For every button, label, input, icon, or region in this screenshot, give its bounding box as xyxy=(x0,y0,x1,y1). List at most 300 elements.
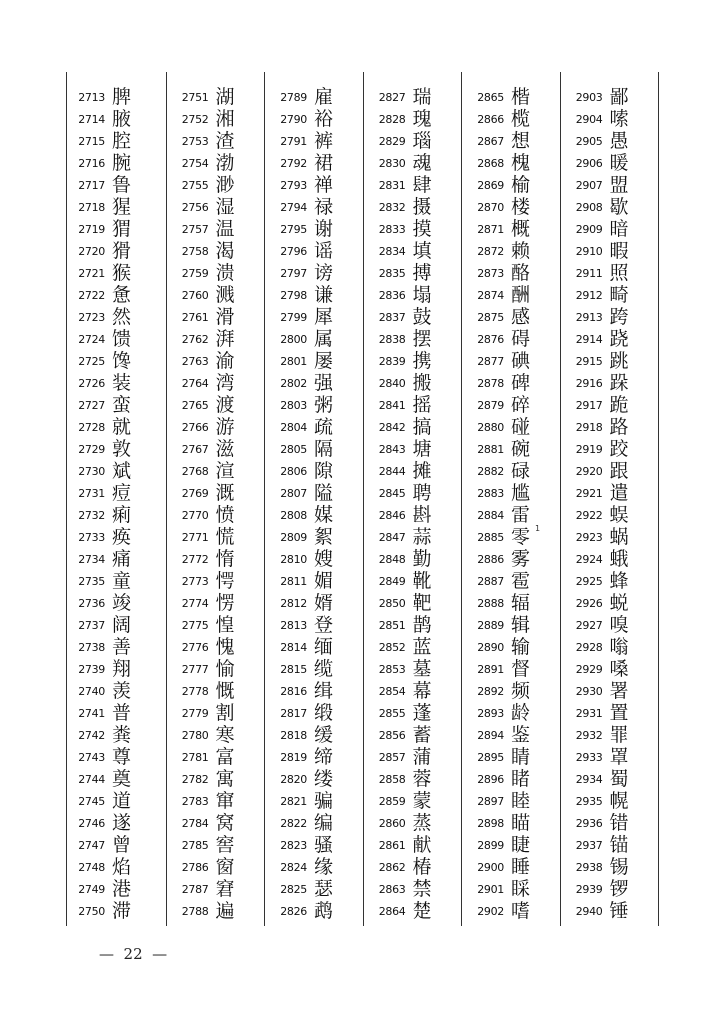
entry-number: 2748 xyxy=(78,860,105,874)
table-row xyxy=(364,86,462,108)
entry-number: 2884 xyxy=(477,508,504,522)
entry-character: 摆 xyxy=(412,328,432,350)
table-row xyxy=(364,834,462,856)
entry-number: 2721 xyxy=(78,266,105,280)
entry-number: 2926 xyxy=(575,596,603,610)
entry-number: 2803 xyxy=(280,398,307,412)
table-row xyxy=(364,306,462,328)
table-row xyxy=(462,658,560,680)
table-row xyxy=(167,592,265,614)
entry-number: 2789 xyxy=(280,90,307,104)
entry-character: 碰 xyxy=(511,416,531,438)
entry-number: 2870 xyxy=(477,200,504,214)
entry-number: 2738 xyxy=(78,640,105,654)
entry-character: 愣 xyxy=(215,592,235,614)
entry-character: 粥 xyxy=(314,394,334,416)
entry-character: 愤 xyxy=(215,504,235,526)
table-row xyxy=(462,526,560,548)
table-row xyxy=(167,834,265,856)
entry-character: 就 xyxy=(112,416,132,438)
entry-number: 2773 xyxy=(181,574,209,588)
entry-character: 湃 xyxy=(215,328,235,350)
table-row xyxy=(265,724,363,746)
entry-number: 2775 xyxy=(181,618,209,632)
entry-character: 睹 xyxy=(511,768,531,790)
entry-number: 2765 xyxy=(181,398,209,412)
entry-character: 摸 xyxy=(412,218,432,240)
entry-number: 2839 xyxy=(378,354,406,368)
entry-number: 2869 xyxy=(477,178,504,192)
entry-number: 2857 xyxy=(378,750,406,764)
entry-number: 2759 xyxy=(181,266,209,280)
table-row xyxy=(265,372,363,394)
entry-number: 2744 xyxy=(78,772,105,786)
entry-number: 2732 xyxy=(78,508,105,522)
entry-number: 2890 xyxy=(477,640,504,654)
table-column-4 xyxy=(363,72,462,926)
entry-number: 2758 xyxy=(181,244,209,258)
table-row xyxy=(265,174,363,196)
entry-character: 窗 xyxy=(215,856,235,878)
entry-number: 2727 xyxy=(78,398,105,412)
table-row xyxy=(167,636,265,658)
entry-number: 2853 xyxy=(378,662,406,676)
table-row xyxy=(364,856,462,878)
entry-number: 2768 xyxy=(181,464,209,478)
entry-number: 2894 xyxy=(477,728,504,742)
table-row xyxy=(364,658,462,680)
entry-number: 2914 xyxy=(575,332,603,346)
entry-number: 2922 xyxy=(575,508,603,522)
table-row xyxy=(561,900,659,922)
table-row xyxy=(462,592,560,614)
table-row xyxy=(265,460,363,482)
table-row xyxy=(462,702,560,724)
entry-number: 2821 xyxy=(280,794,307,808)
entry-number: 2750 xyxy=(78,904,105,918)
entry-character: 幌 xyxy=(609,790,629,812)
entry-character: 疏 xyxy=(314,416,334,438)
entry-number: 2824 xyxy=(280,860,307,874)
table-row xyxy=(67,218,166,240)
entry-character: 湘 xyxy=(215,108,235,130)
entry-number: 2874 xyxy=(477,288,504,302)
table-row xyxy=(462,284,560,306)
entry-number: 2810 xyxy=(280,552,307,566)
entry-character: 遂 xyxy=(112,812,132,834)
entry-character: 蛮 xyxy=(112,394,132,416)
entry-character: 脾 xyxy=(112,86,132,108)
entry-character: 睡 xyxy=(511,856,531,878)
entry-character: 禁 xyxy=(412,878,432,900)
table-row xyxy=(561,526,659,548)
entry-number: 2813 xyxy=(280,618,307,632)
entry-character: 椿 xyxy=(412,856,432,878)
entry-number: 2764 xyxy=(181,376,209,390)
entry-number: 2762 xyxy=(181,332,209,346)
entry-number: 2825 xyxy=(280,882,307,896)
entry-number: 2920 xyxy=(575,464,603,478)
entry-character: 尴 xyxy=(511,482,531,504)
entry-character: 靶 xyxy=(412,592,432,614)
table-row xyxy=(561,328,659,350)
table-row xyxy=(462,416,560,438)
entry-number: 2799 xyxy=(280,310,307,324)
table-row xyxy=(364,482,462,504)
entry-character: 碎 xyxy=(511,394,531,416)
entry-number: 2836 xyxy=(378,288,406,302)
table-row xyxy=(364,504,462,526)
entry-number: 2832 xyxy=(378,200,406,214)
entry-number: 2876 xyxy=(477,332,504,346)
entry-character: 瞄 xyxy=(511,812,531,834)
table-row xyxy=(364,262,462,284)
entry-number: 2877 xyxy=(477,354,504,368)
entry-character: 填 xyxy=(412,240,432,262)
table-row xyxy=(67,350,166,372)
entry-number: 2917 xyxy=(575,398,603,412)
entry-character: 然 xyxy=(112,306,132,328)
entry-number: 2924 xyxy=(575,552,603,566)
table-row xyxy=(167,174,265,196)
entry-character: 搏 xyxy=(412,262,432,284)
entry-number: 2937 xyxy=(575,838,603,852)
entry-character: 禅 xyxy=(314,174,334,196)
entry-character: 错 xyxy=(609,812,629,834)
table-row xyxy=(67,636,166,658)
entry-character: 嗓 xyxy=(609,658,629,680)
entry-character: 聘 xyxy=(412,482,432,504)
entry-number: 2720 xyxy=(78,244,105,258)
entry-character: 锤 xyxy=(609,900,629,922)
entry-character: 辐 xyxy=(511,592,531,614)
entry-number: 2809 xyxy=(280,530,307,544)
table-column-5 xyxy=(461,72,560,926)
table-row xyxy=(67,482,166,504)
entry-character: 蜗 xyxy=(609,526,629,548)
entry-number: 2811 xyxy=(280,574,307,588)
table-row xyxy=(561,790,659,812)
entry-character: 寒 xyxy=(215,724,235,746)
entry-character: 窝 xyxy=(215,812,235,834)
entry-number: 2787 xyxy=(181,882,209,896)
entry-number: 2901 xyxy=(477,882,504,896)
table-row xyxy=(364,526,462,548)
entry-character: 睫 xyxy=(511,834,531,856)
table-row xyxy=(561,570,659,592)
entry-number: 2741 xyxy=(78,706,105,720)
entry-character: 窘 xyxy=(215,878,235,900)
entry-number: 2865 xyxy=(477,90,504,104)
entry-character: 湖 xyxy=(215,86,235,108)
table-row xyxy=(462,372,560,394)
entry-number: 2766 xyxy=(181,420,209,434)
entry-number: 2805 xyxy=(280,442,307,456)
table-row xyxy=(67,372,166,394)
entry-character: 跪 xyxy=(609,394,629,416)
entry-character: 摇 xyxy=(412,394,432,416)
entry-number: 2935 xyxy=(575,794,603,808)
entry-number: 2873 xyxy=(477,266,504,280)
entry-number: 2714 xyxy=(78,112,105,126)
entry-number: 2854 xyxy=(378,684,406,698)
entry-character: 概 xyxy=(511,218,531,240)
entry-number: 2778 xyxy=(181,684,209,698)
entry-character: 魂 xyxy=(412,152,432,174)
entry-character: 渲 xyxy=(215,460,235,482)
entry-character: 渡 xyxy=(215,394,235,416)
entry-number: 2896 xyxy=(477,772,504,786)
entry-number: 2834 xyxy=(378,244,406,258)
table-row xyxy=(265,768,363,790)
entry-number: 2816 xyxy=(280,684,307,698)
entry-character: 港 xyxy=(112,878,132,900)
table-row xyxy=(265,658,363,680)
entry-number: 2829 xyxy=(378,134,406,148)
entry-number: 2767 xyxy=(181,442,209,456)
table-row xyxy=(364,702,462,724)
table-row xyxy=(67,262,166,284)
table-row xyxy=(364,746,462,768)
table-row xyxy=(67,746,166,768)
table-row xyxy=(265,746,363,768)
entry-character: 楷 xyxy=(511,86,531,108)
entry-number: 2782 xyxy=(181,772,209,786)
entry-character: 鼓 xyxy=(412,306,432,328)
entry-number: 2819 xyxy=(280,750,307,764)
table-row xyxy=(67,878,166,900)
entry-number: 2772 xyxy=(181,552,209,566)
entry-number: 2725 xyxy=(78,354,105,368)
entry-character: 路 xyxy=(609,416,629,438)
entry-character: 焰 xyxy=(112,856,132,878)
entry-number: 2713 xyxy=(78,90,105,104)
entry-character: 暇 xyxy=(609,240,629,262)
table-row xyxy=(561,108,659,130)
entry-character: 搞 xyxy=(412,416,432,438)
table-row xyxy=(364,548,462,570)
table-row xyxy=(167,284,265,306)
table-row xyxy=(167,86,265,108)
entry-character: 缘 xyxy=(314,856,334,878)
entry-character: 嗦 xyxy=(609,108,629,130)
entry-character: 楚 xyxy=(412,900,432,922)
entry-character: 滋 xyxy=(215,438,235,460)
entry-number: 2859 xyxy=(378,794,406,808)
table-row xyxy=(561,878,659,900)
table-row xyxy=(462,680,560,702)
table-row xyxy=(561,768,659,790)
entry-number: 2820 xyxy=(280,772,307,786)
entry-number: 2763 xyxy=(181,354,209,368)
table-row xyxy=(364,636,462,658)
entry-character: 缕 xyxy=(314,768,334,790)
entry-number: 2847 xyxy=(378,530,406,544)
entry-character: 跳 xyxy=(609,350,629,372)
entry-character: 愚 xyxy=(609,130,629,152)
entry-character: 畸 xyxy=(609,284,629,306)
table-row xyxy=(265,570,363,592)
entry-character: 缅 xyxy=(314,636,334,658)
table-row xyxy=(67,174,166,196)
entry-character: 阔 xyxy=(112,614,132,636)
entry-number: 2746 xyxy=(78,816,105,830)
table-row xyxy=(167,702,265,724)
table-row xyxy=(561,812,659,834)
entry-number: 2840 xyxy=(378,376,406,390)
table-row xyxy=(67,768,166,790)
table-row xyxy=(265,108,363,130)
entry-character: 嫂 xyxy=(314,548,334,570)
table-row xyxy=(67,658,166,680)
entry-number: 2868 xyxy=(477,156,504,170)
entry-character: 蒙 xyxy=(412,790,432,812)
entry-character: 献 xyxy=(412,834,432,856)
entry-number: 2852 xyxy=(378,640,406,654)
entry-character: 富 xyxy=(215,746,235,768)
entry-number: 2933 xyxy=(575,750,603,764)
entry-number: 2907 xyxy=(575,178,603,192)
table-row xyxy=(364,394,462,416)
table-row xyxy=(67,108,166,130)
entry-character: 塘 xyxy=(412,438,432,460)
entry-character: 摄 xyxy=(412,196,432,218)
entry-number: 2848 xyxy=(378,552,406,566)
table-row xyxy=(462,460,560,482)
entry-number: 2739 xyxy=(78,662,105,676)
entry-number: 2734 xyxy=(78,552,105,566)
entry-character: 媚 xyxy=(314,570,334,592)
entry-number: 2723 xyxy=(78,310,105,324)
table-row xyxy=(67,284,166,306)
entry-character: 曾 xyxy=(112,834,132,856)
entry-number: 2724 xyxy=(78,332,105,346)
entry-character: 痪 xyxy=(112,526,132,548)
entry-character: 罩 xyxy=(609,746,629,768)
entry-character: 裤 xyxy=(314,130,334,152)
entry-number: 2740 xyxy=(78,684,105,698)
entry-number: 2927 xyxy=(575,618,603,632)
entry-character: 蓝 xyxy=(412,636,432,658)
entry-number: 2754 xyxy=(181,156,209,170)
entry-number: 2892 xyxy=(477,684,504,698)
entry-character: 缆 xyxy=(314,658,334,680)
table-row xyxy=(167,746,265,768)
entry-character: 慨 xyxy=(215,680,235,702)
entry-character: 置 xyxy=(609,702,629,724)
entry-character: 盟 xyxy=(609,174,629,196)
entry-number: 2831 xyxy=(378,178,406,192)
table-row xyxy=(462,350,560,372)
entry-number: 2796 xyxy=(280,244,307,258)
entry-number: 2770 xyxy=(181,508,209,522)
entry-number: 2864 xyxy=(378,904,406,918)
entry-character: 溅 xyxy=(215,284,235,306)
entry-number: 2760 xyxy=(181,288,209,302)
table-row xyxy=(364,614,462,636)
entry-character: 道 xyxy=(112,790,132,812)
entry-number: 2867 xyxy=(477,134,504,148)
table-row xyxy=(265,262,363,284)
table-row xyxy=(265,526,363,548)
table-row xyxy=(462,790,560,812)
table-row xyxy=(265,482,363,504)
entry-character: 鹊 xyxy=(412,614,432,636)
entry-number: 2786 xyxy=(181,860,209,874)
entry-number: 2808 xyxy=(280,508,307,522)
entry-number: 2856 xyxy=(378,728,406,742)
entry-number: 2794 xyxy=(280,200,307,214)
entry-number: 2913 xyxy=(575,310,603,324)
entry-number: 2823 xyxy=(280,838,307,852)
entry-character: 童 xyxy=(112,570,132,592)
entry-character: 跤 xyxy=(609,438,629,460)
entry-character: 溉 xyxy=(215,482,235,504)
entry-character: 靴 xyxy=(412,570,432,592)
entry-character: 瑙 xyxy=(412,130,432,152)
entry-character: 蜂 xyxy=(609,570,629,592)
table-column-2 xyxy=(166,72,265,926)
entry-number: 2815 xyxy=(280,662,307,676)
entry-character: 碘 xyxy=(511,350,531,372)
table-row xyxy=(167,570,265,592)
table-row xyxy=(462,636,560,658)
entry-number: 2887 xyxy=(477,574,504,588)
table-row xyxy=(67,460,166,482)
table-row xyxy=(462,834,560,856)
entry-character: 粪 xyxy=(112,724,132,746)
entry-character: 嗅 xyxy=(609,614,629,636)
table-row xyxy=(265,834,363,856)
table-row xyxy=(561,174,659,196)
table-row xyxy=(364,812,462,834)
table-row xyxy=(561,482,659,504)
entry-number: 2783 xyxy=(181,794,209,808)
table-row xyxy=(67,702,166,724)
table-row xyxy=(561,218,659,240)
entry-character: 跺 xyxy=(609,372,629,394)
entry-number: 2792 xyxy=(280,156,307,170)
entry-number: 2866 xyxy=(477,112,504,126)
entry-number: 2802 xyxy=(280,376,307,390)
entry-character: 碑 xyxy=(511,372,531,394)
entry-number: 2752 xyxy=(181,112,209,126)
table-row xyxy=(561,636,659,658)
entry-number: 2718 xyxy=(78,200,105,214)
entry-character: 嗡 xyxy=(609,636,629,658)
entry-number: 2882 xyxy=(477,464,504,478)
table-row xyxy=(561,350,659,372)
entry-character: 属 xyxy=(314,328,334,350)
table-row xyxy=(462,504,560,526)
table-row xyxy=(364,592,462,614)
table-column-1 xyxy=(67,72,166,926)
entry-character: 裕 xyxy=(314,108,334,130)
entry-character: 媒 xyxy=(314,504,334,526)
entry-character: 猩 xyxy=(112,196,132,218)
table-row xyxy=(265,790,363,812)
entry-character: 榄 xyxy=(511,108,531,130)
table-row xyxy=(265,614,363,636)
table-row xyxy=(462,856,560,878)
table-row xyxy=(364,724,462,746)
entry-character: 楼 xyxy=(511,196,531,218)
entry-character: 割 xyxy=(215,702,235,724)
table-row xyxy=(364,218,462,240)
entry-character: 塌 xyxy=(412,284,432,306)
table-row xyxy=(561,130,659,152)
entry-number: 2830 xyxy=(378,156,406,170)
